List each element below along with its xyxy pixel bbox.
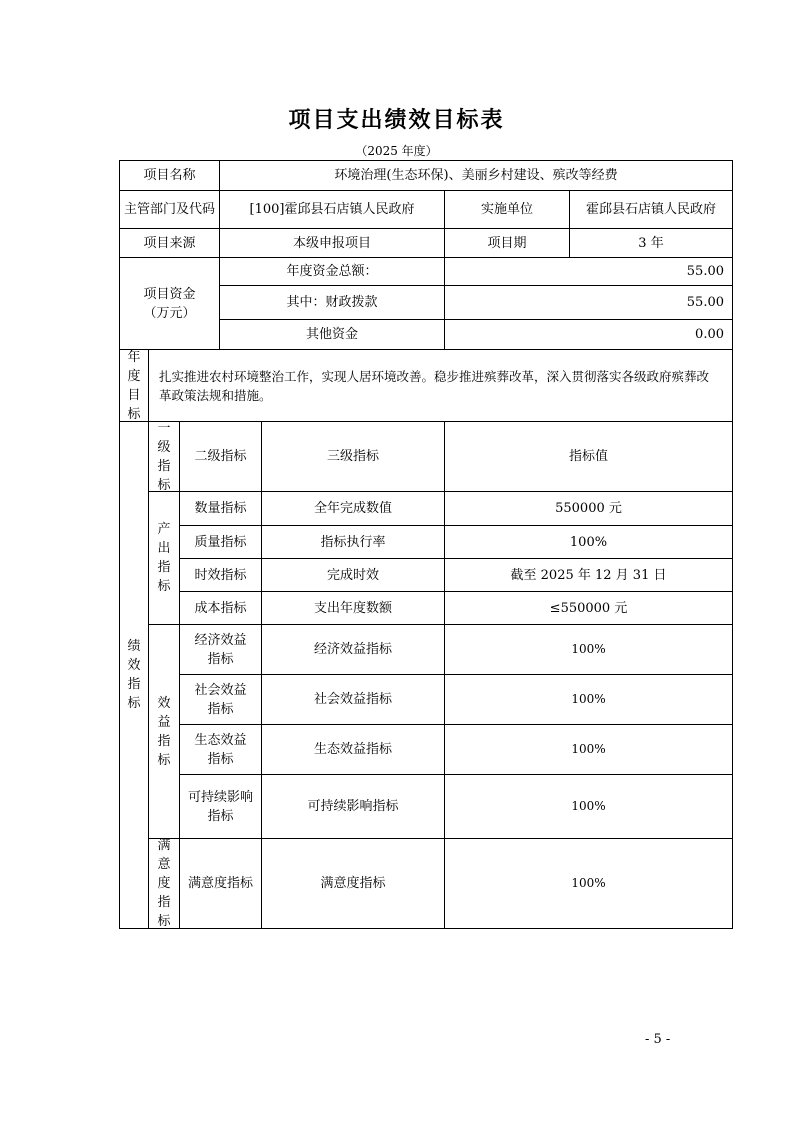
row-l3: 指标执行率 [262, 526, 445, 559]
row-l3: 全年完成数值 [262, 492, 445, 526]
row-l2: 可持续影响指标 [180, 775, 262, 839]
funds-fiscal-label: 其中：财政拨款 [220, 286, 445, 320]
row-l3: 支出年度数额 [262, 592, 445, 625]
row-value: 100% [445, 675, 733, 725]
source-label: 项目来源 [119, 229, 220, 258]
row-value: 截至 2025 年 12 月 31 日 [445, 559, 733, 592]
row-l2: 数量指标 [180, 492, 262, 526]
project-name-value: 环境治理(生态环保)、美丽乡村建设、殡改等经费 [220, 160, 733, 191]
row-l2: 满意度指标 [180, 839, 262, 929]
dept-label: 主管部门及代码 [119, 191, 220, 229]
row-l2: 质量指标 [180, 526, 262, 559]
row-l2: 社会效益指标 [180, 675, 262, 725]
row-l2: 生态效益指标 [180, 725, 262, 775]
impl-value: 霍邱县石店镇人民政府 [570, 191, 733, 229]
row-l2: 经济效益指标 [180, 625, 262, 675]
row-l3: 完成时效 [262, 559, 445, 592]
row-l3: 可持续影响指标 [262, 775, 445, 839]
goal-text: 扎实推进农村环境整治工作，实现人居环境改善。稳步推进殡葬改革，深入贯彻落实各级政府殡葬改革政策法规和措施。 [149, 350, 733, 422]
header-value: 指标值 [445, 422, 733, 492]
page-title: 项目支出绩效目标表 [288, 107, 505, 133]
header-l2: 二级指标 [180, 422, 262, 492]
period-label: 项目期 [445, 229, 570, 258]
funds-other-label: 其他资金 [220, 320, 445, 350]
header-l1: 一级指标 [149, 422, 180, 492]
perf-label: 绩效指标 [119, 422, 149, 929]
impl-label: 实施单位 [445, 191, 570, 229]
row-value: 100% [445, 725, 733, 775]
project-name-label: 项目名称 [119, 160, 220, 191]
source-value: 本级申报项目 [220, 229, 445, 258]
row-l2: 时效指标 [180, 559, 262, 592]
year-subtitle: （2025 年度） [355, 144, 438, 158]
row-value: 100% [445, 839, 733, 929]
row-value: 100% [445, 775, 733, 839]
page-number: - 5 - [645, 1032, 671, 1047]
dept-value: [100]霍邱县石店镇人民政府 [220, 191, 445, 229]
header-l3: 三级指标 [262, 422, 445, 492]
row-value: 100% [445, 526, 733, 559]
row-value: ≤550000 元 [445, 592, 733, 625]
group-benefit: 效益指标 [149, 625, 180, 839]
row-l3: 经济效益指标 [262, 625, 445, 675]
row-value: 100% [445, 625, 733, 675]
row-l3: 生态效益指标 [262, 725, 445, 775]
row-l2: 成本指标 [180, 592, 262, 625]
funds-label: 项目资金（万元） [119, 258, 220, 350]
row-l3: 满意度指标 [262, 839, 445, 929]
funds-total-value: 55.00 [445, 258, 733, 286]
row-value: 550000 元 [445, 492, 733, 526]
funds-other-value: 0.00 [445, 320, 733, 350]
funds-total-label: 年度资金总额： [220, 258, 445, 286]
row-l3: 社会效益指标 [262, 675, 445, 725]
period-value: 3 年 [570, 229, 733, 258]
group-satisfaction: 满意度指标 [149, 839, 180, 929]
funds-fiscal-value: 55.00 [445, 286, 733, 320]
goal-label: 年度目标 [119, 350, 149, 422]
group-output: 产出指标 [149, 492, 180, 625]
